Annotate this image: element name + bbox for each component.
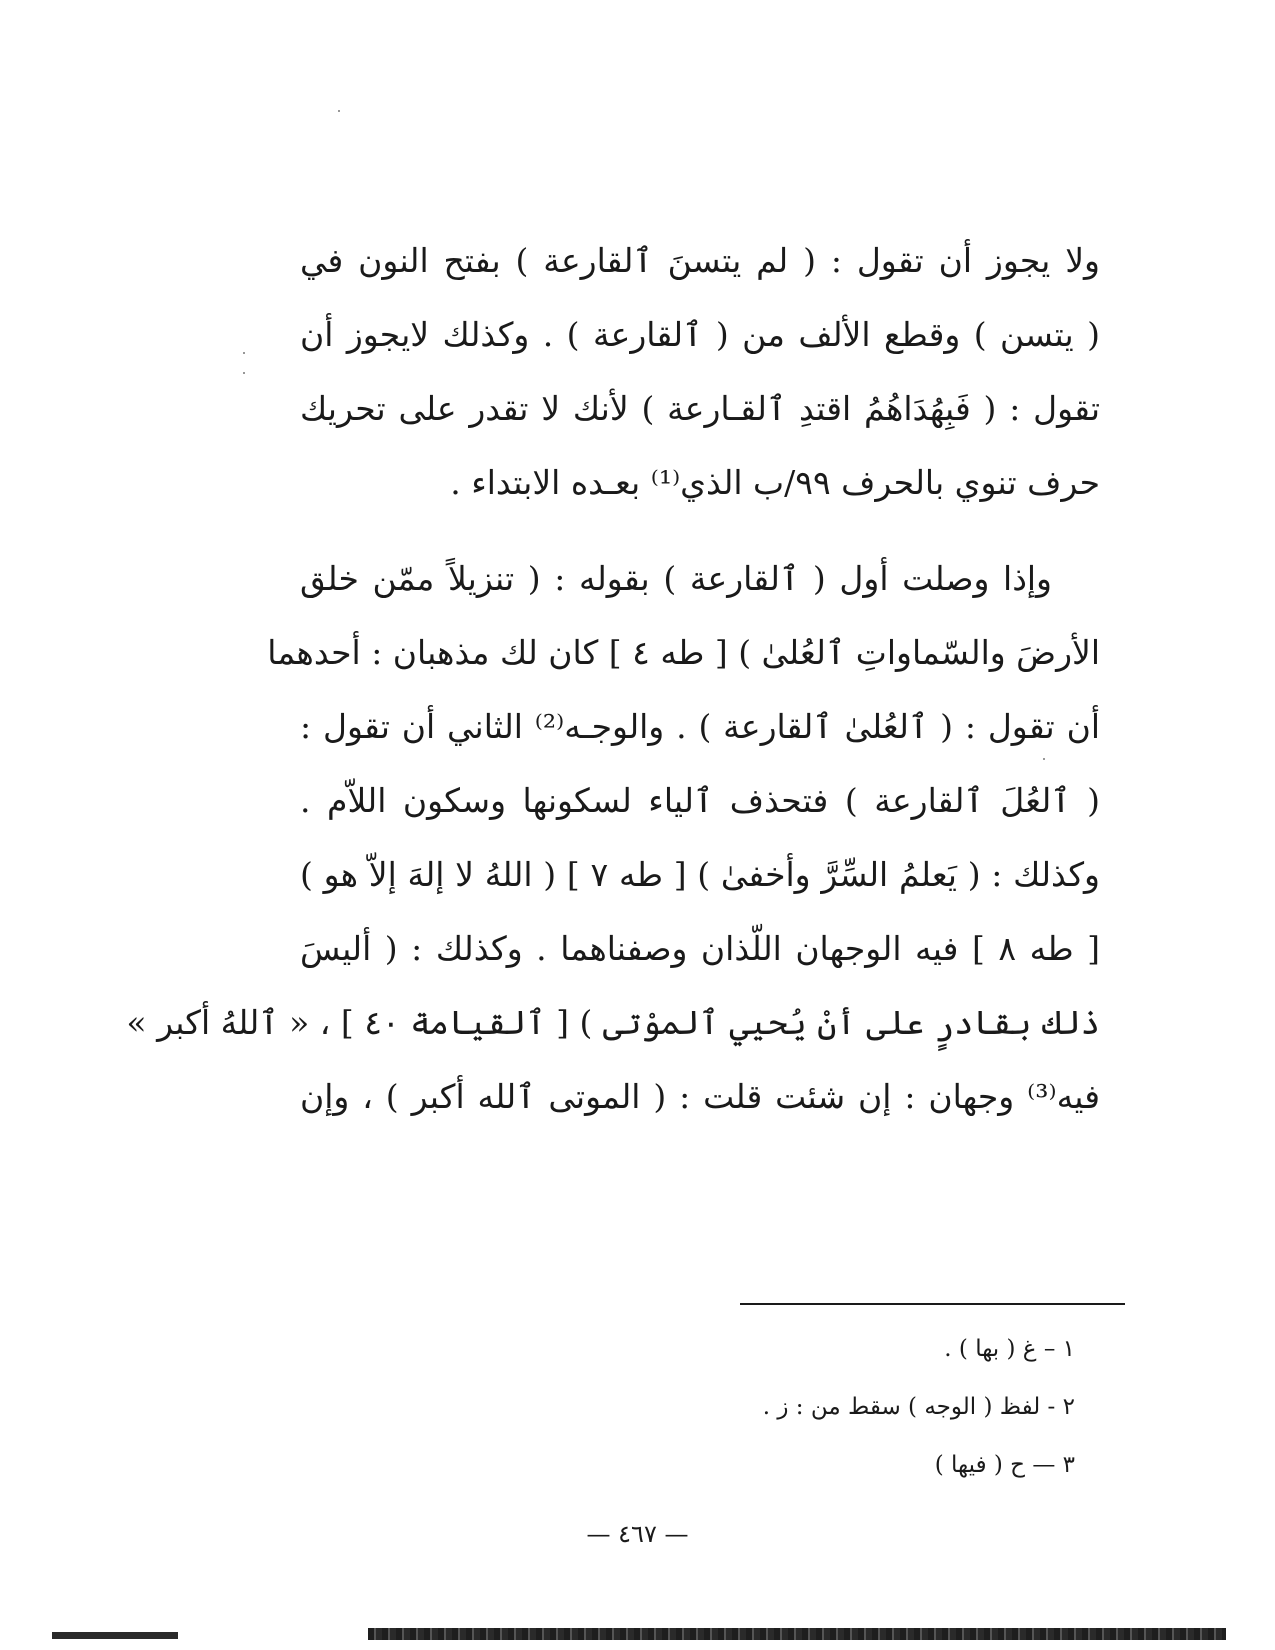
text-line: وإذا وصلت أول ( ٱلقارعة ) بقوله : ( تنزيلاً ممّن خلق — [300, 559, 1052, 598]
text-line: [ طه ٨ ] فيه الوجهان اللّذان وصفناهما . وكذلك : ( أليسَ — [300, 929, 1100, 968]
text-line: ( ٱلعُلَ ٱلقارعة ) فتحذف ٱلياء لسكونها وسكون اللاّم . — [300, 781, 1100, 820]
text-line: تقول : ( فَبِهُدَاهُمُ اقتدِ ٱلقـارعة ) لأنك لا تقدر على تحريك — [300, 389, 1100, 428]
text-line: حرف تنوي بالحرف ٩٩/ب الذي⁽¹⁾ بعـده الابتداء . — [450, 463, 1100, 502]
text-line: فيه⁽³⁾ وجهان : إن شئت قلت : ( الموتى ٱلله أكبر ) ، وإن — [300, 1077, 1100, 1116]
footnote-1: ١ – غ ( بها ) . — [944, 1336, 1075, 1362]
footnotes — [575, 1320, 1075, 1494]
text-line: الأرضَ والسّماواتِ ٱلعُلىٰ ) [ طه ٤ ] كان لك مذهبان : أحدهما — [267, 633, 1100, 672]
page-number: — ٤٦٧ — — [586, 1520, 689, 1548]
text-line: أن تقول : ( ٱلعُلىٰ ٱلقارعة ) . والوجـه⁽²⁾ الثاني أن تقول : — [300, 707, 1100, 746]
scan-speck — [243, 352, 245, 354]
scan-edge-bar — [368, 1628, 1226, 1640]
footnote-divider — [740, 1303, 1125, 1305]
paragraph-1 — [300, 224, 1100, 520]
footnote-3: ٣ — ح ( فيها ) — [934, 1452, 1075, 1478]
scan-speck — [338, 110, 340, 112]
text-line: وكذلك : ( يَعلمُ السِّرَّ وأخفىٰ ) [ طه ٧ ] ( اللهُ لا إلهَ إلاّ هو ) — [300, 855, 1100, 894]
text-line: ذلك بقادرٍ على أنْ يُحيي ٱلموْتى ) [ ٱلقيامة ٤٠ ] ، « ٱللهُ أكبر » — [126, 1003, 1100, 1042]
paragraph-2 — [126, 542, 1100, 1134]
main-text — [126, 224, 1100, 1134]
text-line: ( يتسن ) وقطع الألف من ( ٱلقارعة ) . وكذلك لايجوز أن — [300, 315, 1100, 354]
scan-speck — [243, 372, 245, 374]
scan-edge-mark — [52, 1632, 178, 1639]
scan-speck — [1043, 758, 1045, 760]
text-line: ولا يجوز أن تقول : ( لم يتسنَ ٱلقارعة ) بفتح النون في — [300, 241, 1100, 280]
footnote-2: ٢ - لفظ ( الوجه ) سقط من : ز . — [762, 1394, 1075, 1420]
